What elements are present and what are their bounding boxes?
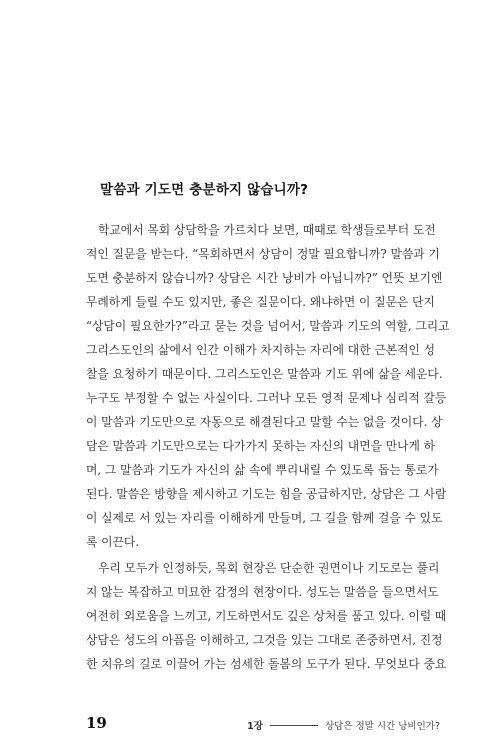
chapter-label: 1장 <box>247 721 263 732</box>
page-number: 19 <box>86 714 107 732</box>
chapter-title: 상담은 정말 시간 낭비인가? <box>324 721 440 732</box>
text-line: 찰을 요청하기 때문이다. 그리스도인은 말씀과 기도 위에 삶을 세운다. <box>86 367 443 381</box>
text-line: 적인 질문을 받는다. “목회하면서 상담이 정말 필요합니까? 말씀과 기 <box>86 247 440 261</box>
text-line: 누구도 부정할 수 없는 사실이다. 그러나 모든 영적 문제나 심리적 갈등 <box>86 391 447 405</box>
text-line: 도면 충분하지 않습니까? 상담은 시간 낭비가 아닙니까?” 언뜻 보기엔 <box>86 271 443 285</box>
text-line: 학교에서 목회 상담학을 가르치다 보면, 때때로 학생들로부터 도전 <box>98 223 436 237</box>
text-line: 그리스도인의 삶에서 인간 이해가 차지하는 자리에 대한 근본적인 성 <box>86 343 436 357</box>
text-line: 된다. 말씀은 방향을 제시하고 기도는 힘을 공급하지만, 상담은 그 사람 <box>86 487 447 501</box>
text-line: “상담이 필요한가?”라고 묻는 것을 넘어서, 말씀과 기도의 역할, 그리고 <box>86 319 450 333</box>
running-footer <box>247 718 440 732</box>
text-line: 지 않는 복잡하고 미묘한 감정의 현장이다. 성도는 말씀을 들으면서도 <box>86 585 439 599</box>
footer-rule <box>270 725 318 726</box>
text-line: 록 이끈다. <box>86 535 140 549</box>
text-line: 이 실제로 서 있는 자리를 이해하게 만들며, 그 길을 함께 걸을 수 있도 <box>86 511 443 525</box>
text-line: 무례하게 들릴 수도 있지만, 좋은 질문이다. 왜냐하면 이 질문은 단지 <box>86 295 435 309</box>
text-line: 담은 말씀과 기도만으로는 다가가지 못하는 자신의 내면을 만나게 하 <box>86 439 436 453</box>
text-line: 상담은 성도의 아픔을 이해하고, 그것을 있는 그대로 존중하면서, 진정 <box>86 633 443 647</box>
section-heading: 말씀과 기도면 충분하지 않습니까? <box>100 182 309 198</box>
text-line: 우리 모두가 인정하듯, 목회 현장은 단순한 권면이나 기도로는 풀리 <box>98 561 440 575</box>
text-line: 며, 그 말씀과 기도가 자신의 삶 속에 뿌리내릴 수 있도록 돕는 통로가 <box>86 463 439 477</box>
text-line: 여전히 외로움을 느끼고, 기도하면서도 깊은 상처를 품고 있다. 이럴 때 <box>86 609 447 623</box>
text-line: 이 말씀과 기도만으로 자동으로 해결된다고 말할 수는 없을 것이다. 상 <box>86 415 443 429</box>
text-line: 한 치유의 길로 이끌어 가는 섬세한 돌봄의 도구가 된다. 무엇보다 중요 <box>86 657 447 671</box>
